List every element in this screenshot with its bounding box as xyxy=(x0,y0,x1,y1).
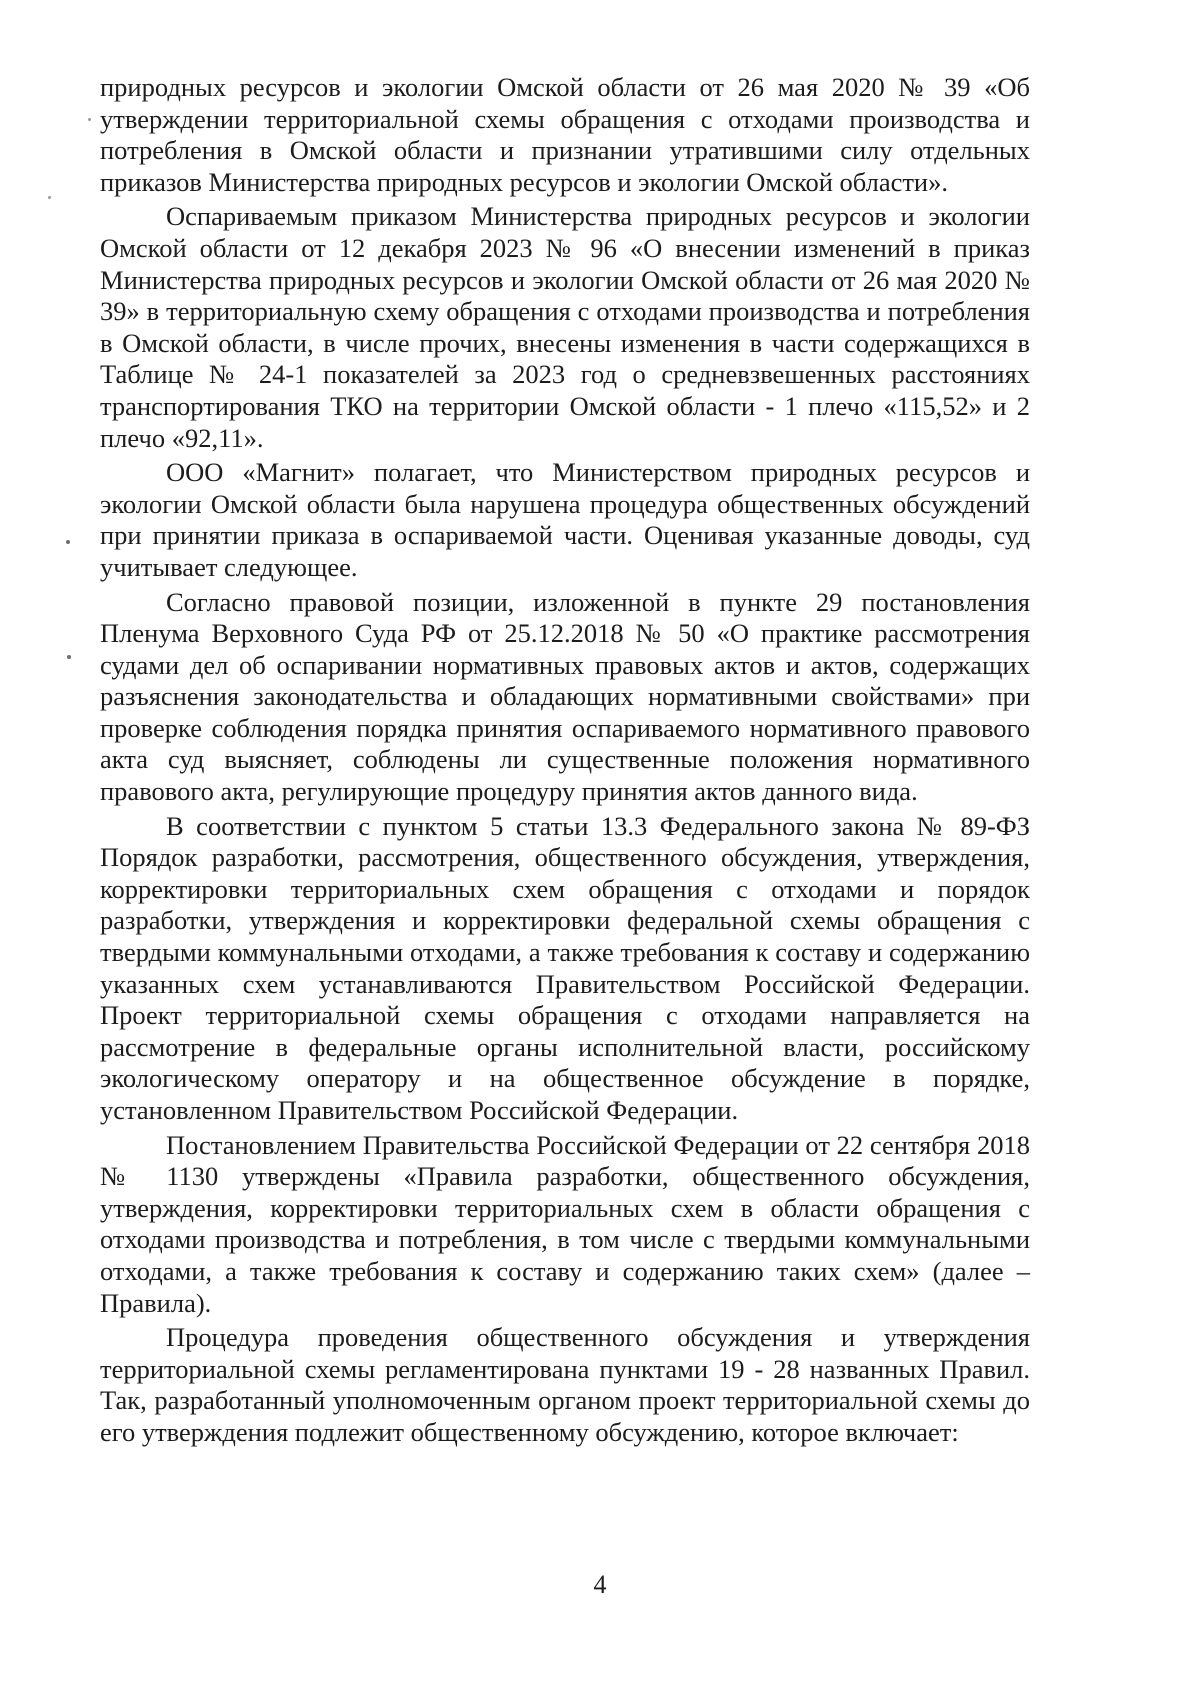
paragraph-7: Процедура проведения общественного обсуждения и утверждения территориальной схемы регламентирована пунктами 19 - 28 названных Правил. Так, разработанный уполномоченным органом проект территориальной схемы до его утверждения подлежит общественному обсуждению, которое включает: xyxy=(100,1322,1030,1447)
document-body xyxy=(100,72,1030,1449)
paragraph-1: природных ресурсов и экологии Омской области от 26 мая 2020 № 39 «Об утверждении территориальной схемы обращения с отходами производства и потребления в Омской области и признании утратившими силу отдельных приказов Министерства природных ресурсов и экологии Омской области». xyxy=(100,72,1030,197)
paragraph-4: Согласно правовой позиции, изложенной в пункте 29 постановления Пленума Верховного Суда РФ от 25.12.2018 № 50 «О практике рассмотрения судами дел об оспаривании нормативных правовых актов и актов, содержащих разъяснения законодательства и обладающих нормативными свойствами» при проверке соблюдения порядка принятия оспариваемого нормативного правового акта суд выясняет, соблюдены ли существенные положения нормативного правового акта, регулирующие процедуру принятия актов данного вида. xyxy=(100,586,1030,807)
page-number: 4 xyxy=(593,1570,607,1599)
scan-speck xyxy=(67,655,71,659)
paragraph-5: В соответствии с пунктом 5 статьи 13.3 Федерального закона № 89-ФЗ Порядок разработки, рассмотрения, общественного обсуждения, утверждения, корректировки территориальных схем обращения с отходами и порядок разработки, утверждения и корректировки федеральной схемы обращения с твердыми коммунальными отходами, а также требования к составу и содержанию указанных схем устанавливаются Правительством Российской Федерации. Проект территориальной схемы обращения с отходами направляется на рассмотрение в федеральные органы исполнительной власти, российскому экологическому оператору и на общественное обсуждение в порядке, установленном Правительством Российской Федерации. xyxy=(100,810,1030,1125)
scan-speck xyxy=(48,196,51,199)
paragraph-6: Постановлением Правительства Российской Федерации от 22 сентября 2018 № 1130 утверждены «Правила разработки, общественного обсуждения, утверждения, корректировки территориальных схем в области обращения с отходами производства и потребления, в том числе с твердыми коммунальными отходами, а также требования к составу и содержанию таких схем» (далее –Правила). xyxy=(100,1129,1030,1318)
scan-speck xyxy=(88,118,91,121)
paragraph-3: ООО «Магнит» полагает, что Министерством природных ресурсов и экологии Омской области была нарушена процедура общественных обсуждений при принятии приказа в оспариваемой части. Оценивая указанные доводы, суд учитывает следующее. xyxy=(100,457,1030,582)
scan-speck xyxy=(66,540,70,544)
paragraph-2: Оспариваемым приказом Министерства природных ресурсов и экологии Омской области от 12 декабря 2023 № 96 «О внесении изменений в приказ Министерства природных ресурсов и экологии Омской области от 26 мая 2020 № 39» в территориальную схему обращения с отходами производства и потребления в Омской области, в числе прочих, внесены изменения в части содержащихся в Таблице № 24-1 показателей за 2023 год о средневзвешенных расстояниях транспортирования ТКО на территории Омской области - 1 плечо «115,52» и 2 плечо «92,11». xyxy=(100,201,1030,453)
